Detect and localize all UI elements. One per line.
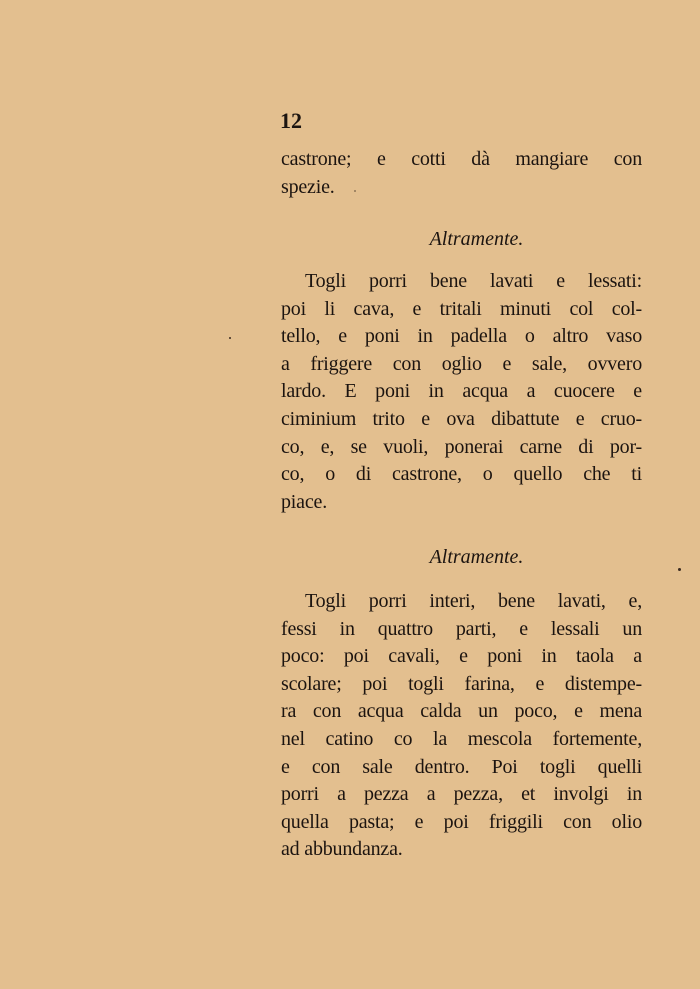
text-line: scolare; poi togli farina, e distempe- — [281, 672, 642, 695]
text-line: Togli porri bene lavati e lessati: — [305, 270, 642, 292]
text-line: ciminium trito e ova dibattute e cruo- — [281, 407, 642, 430]
text-line: lardo. E poni in acqua a cuocere e — [281, 380, 642, 403]
paper-speck — [678, 568, 681, 571]
paragraph-2 — [281, 268, 642, 516]
text-line: e con sale dentro. Poi togli quelli — [281, 755, 642, 778]
paper-speck — [229, 337, 231, 339]
text-line: quella pasta; e poi friggili con olio — [281, 810, 642, 833]
section-heading-1: Altramente. — [429, 228, 524, 250]
text-line: piace. — [281, 490, 327, 513]
text-line: porri a pezza a pezza, et involgi in — [281, 783, 642, 806]
text-line: poi li cava, e tritali minuti col col- — [281, 297, 642, 320]
paragraph-1 — [281, 146, 642, 201]
paragraph-3 — [281, 588, 642, 864]
text-line: spezie. — [281, 175, 335, 198]
text-line: ad abbundanza. — [281, 838, 403, 861]
text-line: fessi in quattro parti, e lessali un — [281, 617, 642, 640]
text-line: poco: poi cavali, e poni in taola a — [281, 645, 642, 668]
text-line: co, e, se vuoli, ponerai carne di por- — [281, 435, 642, 458]
text-line: tello, e poni in padella o altro vaso — [281, 325, 642, 348]
section-heading-2: Altramente. — [429, 546, 524, 568]
text-line: co, o di castrone, o quello che ti — [281, 463, 642, 486]
text-line: nel catino co la mescola fortemente, — [281, 727, 642, 750]
text-line: a friggere con oglio e sale, ovvero — [281, 352, 642, 375]
text-line: Togli porri interi, bene lavati, e, — [305, 590, 642, 612]
text-line: ra con acqua calda un poco, e mena — [281, 700, 642, 723]
text-line: castrone; e cotti dà mangiare con — [281, 148, 642, 170]
page-number: 12 — [280, 108, 302, 133]
paper-speck — [354, 190, 356, 192]
